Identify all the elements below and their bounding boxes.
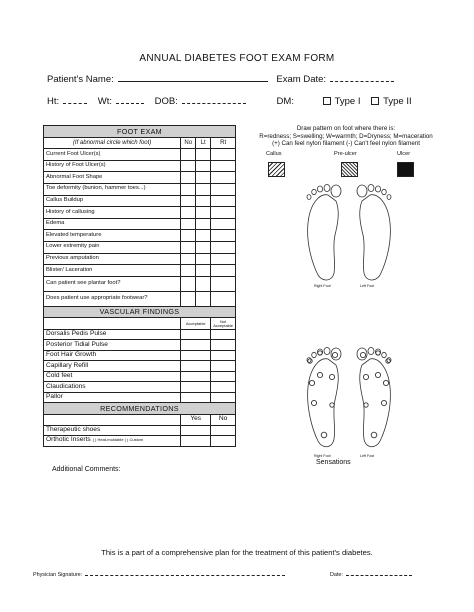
vascular-item-label: Pallor <box>44 392 181 403</box>
col-not-acceptable-header: Not Acceptable <box>211 318 236 330</box>
not-acceptable-cell[interactable] <box>211 371 236 382</box>
table-row <box>44 253 236 265</box>
vascular-header: VASCULAR FINDINGS <box>44 306 236 318</box>
table-row <box>44 371 236 382</box>
lt-cell[interactable] <box>196 218 211 230</box>
acceptable-cell[interactable] <box>181 361 211 372</box>
sensation-test-sites <box>308 351 390 438</box>
lt-cell[interactable] <box>196 149 211 161</box>
exam-date-label: Exam Date: <box>276 74 327 85</box>
rt-cell[interactable] <box>211 230 236 242</box>
table-row <box>44 207 236 219</box>
left-big-toe-icon <box>357 185 367 197</box>
not-acceptable-cell[interactable] <box>211 382 236 393</box>
rt-cell[interactable] <box>211 218 236 230</box>
rt-cell[interactable] <box>211 241 236 253</box>
type1-label: Type I <box>334 96 361 107</box>
patient-name-label: Patient's Name: <box>47 74 114 85</box>
sensations-label: Sensations <box>316 459 351 466</box>
no-cell[interactable] <box>181 195 196 207</box>
type1-checkbox[interactable] <box>323 97 331 105</box>
rt-cell[interactable] <box>211 253 236 265</box>
exam-item-label: History of callusing <box>44 207 181 219</box>
exam-item-label: Can patient see plantar foot? <box>44 276 181 291</box>
exam-item-label: History of Foot Ulcer(s) <box>44 160 181 172</box>
left-sensation-foot-outline <box>360 359 391 447</box>
table-row <box>44 241 236 253</box>
lt-cell[interactable] <box>196 265 211 277</box>
no-cell[interactable] <box>211 436 236 447</box>
table-row <box>44 183 236 195</box>
rt-cell[interactable] <box>211 149 236 161</box>
instructions-line-1: Draw pattern on foot where there is: <box>296 125 396 132</box>
table-row <box>44 218 236 230</box>
table-row <box>44 361 236 372</box>
lt-cell[interactable] <box>196 172 211 184</box>
rt-cell[interactable] <box>211 172 236 184</box>
right-foot-outline <box>308 195 339 280</box>
date-field[interactable] <box>346 571 412 576</box>
table-row <box>44 425 236 436</box>
date-line <box>330 571 412 578</box>
left-foot-outline <box>360 195 391 280</box>
wt-label: Wt: <box>97 96 113 107</box>
lt-cell[interactable] <box>196 276 211 291</box>
exam-item-label: Does patient use appropriate footwear? <box>44 291 181 306</box>
exam-item-label: Abnormal Foot Shape <box>44 172 181 184</box>
exam-item-label: Edema <box>44 218 181 230</box>
physician-signature-label: Physician Signature: <box>33 572 83 578</box>
no-cell[interactable] <box>181 149 196 161</box>
additional-comments-label: Additional Comments: <box>52 466 121 473</box>
rt-cell[interactable] <box>211 183 236 195</box>
sensation-feet-diagram[interactable] <box>290 345 410 457</box>
acceptable-cell[interactable] <box>181 371 211 382</box>
plantar-feet-diagram[interactable] <box>290 183 410 288</box>
table-row <box>44 291 236 306</box>
not-acceptable-cell[interactable] <box>211 329 236 340</box>
vascular-item-label: Posterior Tidial Pulse <box>44 340 181 351</box>
dm-label: DM: <box>276 96 294 107</box>
right-big-toe-icon <box>331 185 341 197</box>
acceptable-cell[interactable] <box>181 392 211 403</box>
no-cell[interactable] <box>181 230 196 242</box>
recommendation-item-label: Therapeutic shoes <box>44 425 181 436</box>
foot-exam-table <box>43 125 236 447</box>
lt-cell[interactable] <box>196 183 211 195</box>
exam-item-label: Current Foot Ulcer(s) <box>44 149 181 161</box>
acceptable-cell[interactable] <box>181 329 211 340</box>
recommendation-item-label <box>44 436 181 447</box>
no-cell[interactable] <box>181 276 196 291</box>
col-no-header: No <box>181 137 196 149</box>
yes-cell[interactable] <box>181 436 211 447</box>
lt-cell[interactable] <box>196 207 211 219</box>
rt-cell[interactable] <box>211 291 236 306</box>
callus-swatch <box>268 162 285 177</box>
exam-item-label: Blister/ Laceration <box>44 265 181 277</box>
patient-info-line <box>47 73 394 85</box>
foot-exam-header: FOOT EXAM <box>44 126 236 138</box>
orthotic-inserts-label: Orthotic Inserts <box>46 436 91 444</box>
no-cell[interactable] <box>181 265 196 277</box>
table-row <box>44 265 236 277</box>
table-row <box>44 350 236 361</box>
preulcer-swatch <box>341 162 358 177</box>
form-title: ANNUAL DIABETES FOOT EXAM FORM <box>139 53 335 64</box>
acceptable-cell[interactable] <box>181 382 211 393</box>
rt-cell[interactable] <box>211 195 236 207</box>
instructions-line-3: (+) Can feel nylon filament (-) Can't feel nylon filament <box>272 140 420 148</box>
ht-field[interactable] <box>63 95 87 104</box>
table-row <box>44 392 236 403</box>
table-row <box>44 172 236 184</box>
vascular-item-label: Claudications <box>44 382 181 393</box>
legend-ulcer-label: Ulcer <box>397 151 411 157</box>
vascular-item-label: Dorsalis Pedis Pulse <box>44 329 181 340</box>
wt-field[interactable] <box>116 95 144 104</box>
lt-cell[interactable] <box>196 230 211 242</box>
type2-checkbox[interactable] <box>371 97 379 105</box>
rt-cell[interactable] <box>211 265 236 277</box>
no-cell[interactable] <box>211 425 236 436</box>
ulcer-swatch <box>397 162 414 177</box>
table-row <box>44 436 236 447</box>
not-acceptable-cell[interactable] <box>211 350 236 361</box>
no-cell[interactable] <box>181 241 196 253</box>
type2-label: Type II <box>383 96 412 107</box>
vascular-blank-header <box>44 318 181 330</box>
table-row <box>44 382 236 393</box>
recommendations-header: RECOMMENDATIONS <box>44 403 236 415</box>
physician-signature-line <box>33 571 285 578</box>
exam-item-label: Callus Buildup <box>44 195 181 207</box>
drawing-instructions <box>246 125 446 148</box>
exam-item-label: Elevated temperature <box>44 230 181 242</box>
dob-label: DOB: <box>154 96 178 107</box>
table-row <box>44 340 236 351</box>
table-row <box>44 329 236 340</box>
lt-cell[interactable] <box>196 253 211 265</box>
recommendations-blank-header <box>44 415 181 426</box>
legend-callus-label: Callus <box>266 151 282 157</box>
right-foot-label-2: Right Foot <box>314 454 331 458</box>
no-cell[interactable] <box>181 183 196 195</box>
exam-item-label: Toe deformity (bunion, hammer toes...) <box>44 183 181 195</box>
no-cell[interactable] <box>181 207 196 219</box>
no-cell[interactable] <box>181 218 196 230</box>
vascular-item-label: Capillary Refill <box>44 361 181 372</box>
table-row <box>44 195 236 207</box>
lt-cell[interactable] <box>196 195 211 207</box>
footer-text: This is a part of a comprehensive plan for the treatment of this patient's diabetes. <box>101 548 373 557</box>
orthotic-options: ( ) Heat-moldable ( ) Custom <box>92 437 144 443</box>
vascular-item-label: Foot Hair Growth <box>44 350 181 361</box>
acceptable-cell[interactable] <box>181 350 211 361</box>
dob-field[interactable] <box>182 95 246 104</box>
vascular-item-label: Cold feet <box>44 371 181 382</box>
no-cell[interactable] <box>181 253 196 265</box>
patient-name-field[interactable] <box>118 73 268 82</box>
date-label: Date: <box>330 572 343 578</box>
exam-item-label: Lower extremity pain <box>44 241 181 253</box>
col-yes-header: Yes <box>181 415 211 426</box>
lt-cell[interactable] <box>196 241 211 253</box>
table-row <box>44 149 236 161</box>
table-row <box>44 276 236 291</box>
not-acceptable-cell[interactable] <box>211 392 236 403</box>
lt-cell[interactable] <box>196 291 211 306</box>
right-foot-label-1: Right Foot <box>314 284 331 288</box>
table-row <box>44 230 236 242</box>
left-foot-label-1: Left Foot <box>360 284 375 288</box>
acceptable-cell[interactable] <box>181 340 211 351</box>
no-cell[interactable] <box>181 172 196 184</box>
exam-item-label: Previous amputation <box>44 253 181 265</box>
col-no-header-rec: No <box>211 415 236 426</box>
patient-vitals-line <box>47 95 416 107</box>
instructions-line-2: R=redness; S=swelling; W=warmth; D=Dryness; M=maceration <box>259 132 433 140</box>
table-row <box>44 160 236 172</box>
lt-cell[interactable] <box>196 160 211 172</box>
physician-signature-field[interactable] <box>85 571 285 576</box>
col-acceptable-header: Acceptable <box>181 318 211 330</box>
foot-exam-subheader: (If abnormal circle which foot) <box>44 137 181 149</box>
right-sensation-foot-outline <box>308 359 339 447</box>
rt-cell[interactable] <box>211 207 236 219</box>
exam-date-field[interactable] <box>330 73 394 82</box>
yes-cell[interactable] <box>181 425 211 436</box>
legend-preulcer-label: Pre-ulcer <box>334 151 357 157</box>
col-rt-header: Rt <box>211 137 236 149</box>
rt-cell[interactable] <box>211 160 236 172</box>
no-cell[interactable] <box>181 291 196 306</box>
not-acceptable-cell[interactable] <box>211 340 236 351</box>
rt-cell[interactable] <box>211 276 236 291</box>
not-acceptable-cell[interactable] <box>211 361 236 372</box>
ht-label: Ht: <box>47 96 60 107</box>
col-lt-header: Lt <box>196 137 211 149</box>
left-foot-label-2: Left Foot <box>360 454 375 458</box>
no-cell[interactable] <box>181 160 196 172</box>
